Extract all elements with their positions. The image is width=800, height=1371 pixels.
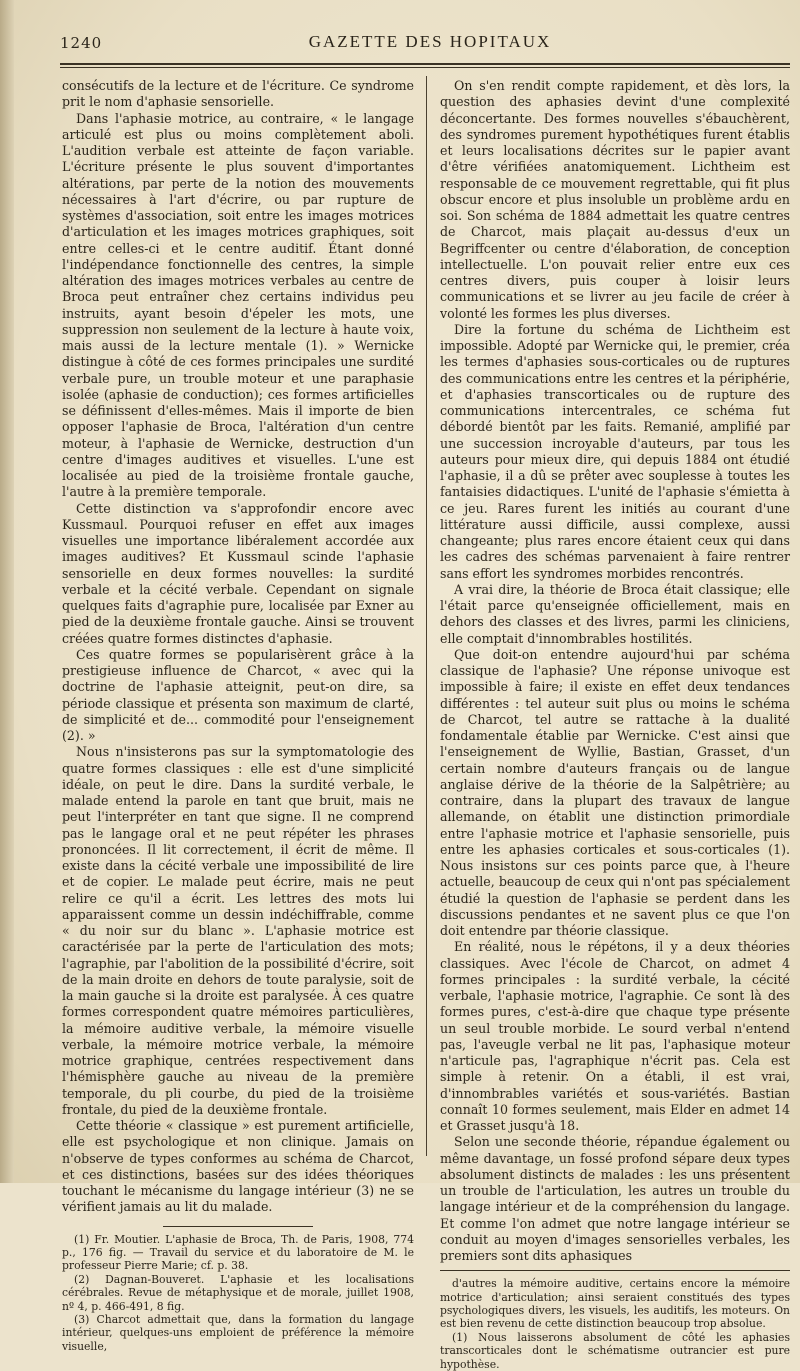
paragraph: En réalité, nous le répétons, il y a deux théories classiques. Avec l'école de Charcot, on admet 4 formes principales : la surdité verbale, la cécité verbale, l'aphasie motrice, l'agraphie. Ce sont là des formes pures, c'est-à-dire que chaque type présente un seul trouble morbide. Le sourd verbal n'entend pas, l'aveugle verbal ne lit pas, l'aphasique moteur n'articule pas, l'agraphique n'écrit pas. Cela est simple à retenir. On a établi, il est vrai, d'innombrables variétés et sous-variétés. Bastian connaît 10 formes seulement, mais Elder en admet 14 et Grasset jusqu'à 18. [440, 939, 790, 1133]
footnote-rule [440, 1270, 790, 1271]
footnote: d'autres la mémoire auditive, certains encore la mémoire motrice d'articulation; ainsi seraient constitués des types psychologiques divers, les visuels, les auditifs, les moteurs. On est bien revenu de cette distinction beaucoup trop absolue. [440, 1277, 790, 1331]
footnote-rule [163, 1226, 313, 1227]
footnote: (3) Charcot admettait que, dans la formation du langage intérieur, quelques-uns emploient de préférence la mémoire visuelle, [62, 1312, 414, 1353]
paragraph: Dire la fortune du schéma de Lichtheim est impossible. Adopté par Wernicke qui, le premier, créa les termes d'aphasies sous-corticales ou de ruptures des communications entre les centres et la périphérie, et d'aphasies transcorticales ou de rupture des communications intercentrales, ce schéma fut débordé bientôt par les faits. Remanié, amplifié par une succession incroyable d'auteurs, par tous les auteurs pour mieux dire, qui depuis 1884 ont étudié l'aphasie, il a dû se prêter avec souplesse à toutes les fantaisies didactiques. L'unité de l'aphasie s'émietta à ce jeu. Rares furent les initiés au courant d'une littérature aussi difficile, aussi complexe, aussi changeante; plus rares encore étaient ceux qui dans les cadres des schémas parvenaient à faire rentrer sans effort les syndromes morbides rencontrés. [440, 321, 790, 581]
page-header [60, 32, 790, 58]
footnotes-right [440, 1277, 790, 1371]
right-column [440, 78, 790, 1371]
paragraph: Cette distinction va s'approfondir encore avec Kussmaul. Pourquoi refuser en effet aux images visuelles une importance libéralement accordée aux images auditives? Et Kussmaul scinde l'aphasie sensorielle en deux formes nouvelles: la surdité verbale et la cécité verbale. Cependant on signale quelques faits d'agraphie pure, localisée par Exner au pied de la deuxième frontale gauche. Ainsi se trouvent créées quatre formes distinctes d'aphasie. [62, 500, 414, 646]
column-divider [426, 76, 427, 1156]
journal-title: GAZETTE DES HOPITAUX [308, 32, 552, 51]
paragraph: A vrai dire, la théorie de Broca était classique; elle l'était parce qu'enseignée officiellement, mais en dehors des classes et des livres, parmi les cliniciens, elle comptait d'innombrables hostilités. [440, 581, 790, 646]
paragraph: On s'en rendit compte rapidement, et dès lors, la question des aphasies devint d'une complexité déconcertante. Des formes nouvelles s'ébauchèrent, des syndromes purement hypothétiques furent établis et leurs localisations décrites sur le papier avant d'être vérifiées anatomiquement. Lichtheim est responsable de ce mouvement regrettable, qui fit plus obscur encore et plus insoluble un problème ardu en soi. Son schéma de 1884 admettait les quatre centres de Charcot, mais plaçait au-dessus d'eux un Begriffcenter ou centre d'élaboration, de conception intellectuelle. L'on pouvait relier entre eux ces centres divers, puis couper à loisir leurs communications et se livrer au jeu facile de créer à volonté les formes les plus diverses. [440, 78, 790, 321]
paragraph: consécutifs de la lecture et de l'écriture. Ce syndrome prit le nom d'aphasie sensorielle. [62, 78, 414, 110]
left-column [62, 78, 414, 1353]
header-rule-thick [60, 63, 790, 65]
paragraph: Cette théorie « classique » est purement artificielle, elle est psychologique et non clinique. Jamais on n'observe de types conformes au schéma de Charcot, et ces distinctions, basées sur des idées théoriques touchant le mécanisme du langage intérieur (3) ne se vérifient jamais au lit du malade. [62, 1118, 414, 1215]
paragraph: Ces quatre formes se popularisèrent grâce à la prestigieuse influence de Charcot, « avec qui la doctrine de l'aphasie atteignit, peut-on dire, sa période classique et présenta son maximum de clarté, de simplicité et de... commodité pour l'enseignement (2). » [62, 646, 414, 743]
footnote: (1) Fr. Moutier. L'aphasie de Broca, Th. de Paris, 1908, 774 p., 176 fig. — Travail du service et du laboratoire de M. le professeur Pierre Marie; cf. p. 38. [62, 1232, 414, 1273]
paragraph: Dans l'aphasie motrice, au contraire, « le langage articulé est plus ou moins complètement aboli. L'audition verbale est atteinte de façon variable. L'écriture présente le plus souvent d'importantes altérations, par perte de la notion des mouvements nécessaires à l'art d'écrire, ou par rupture de systèmes d'association, soit entre les images motrices d'articulation et les images motrices graphiques, soit entre celles-ci et le centre auditif. Étant donné l'indépendance fonctionnelle des centres, la simple altération des images motrices verbales au centre de Broca peut entraîner chez certains individus peu instruits, ayant besoin d'épeler les mots, une suppression non seulement de la lecture à haute voix, mais aussi de la lecture mentale (1). » Wernicke distingue à côté de ces formes principales une surdité verbale pure, un trouble moteur et une paraphasie isolée (aphasie de conduction); ces formes artificielles se définissent d'elles-mêmes. Mais il importe de bien opposer l'aphasie de Broca, l'altération d'un centre moteur, à l'aphasie de Wernicke, destruction d'un centre d'images auditives et visuelles. L'une est localisée au pied de la troisième frontale gauche, l'autre à la première temporale. [62, 110, 414, 500]
footnote: (2) Dagnan-Bouveret. L'aphasie et les localisations cérébrales. Revue de métaphysique et de morale, juillet 1908, nº 4, p. 466-491, 8 fig. [62, 1272, 414, 1313]
footnote: (1) Nous laisserons absolument de côté les aphasies transcorticales dont le schématisme outrancier est pure hypothèse. [440, 1330, 790, 1371]
header-rule-thin [60, 67, 790, 68]
paragraph: Selon une seconde théorie, répandue également ou même davantage, un fossé profond sépare deux types absolument distincts de malades : les uns présentent un trouble de l'articulation, les autres un trouble du langage intérieur et de la compréhension du langage. Et comme l'on admet que notre langage intérieur se conduit au moyen d'images sensorielles verbales, les premiers sont dits aphasiques [440, 1134, 790, 1263]
page-edge-shadow [0, 0, 14, 1183]
page-number: 1240 [60, 34, 103, 52]
paragraph: Que doit-on entendre aujourd'hui par schéma classique de l'aphasie? Une réponse univoque est impossible à faire; il existe en effet deux tendances différentes : tel auteur suit plus ou moins le schéma de Charcot, tel autre se rattache à la dualité fondamentale établie par Wernicke. C'est ainsi que l'enseignement de Wyllie, Bastian, Grasset, d'un certain nombre d'auteurs français ou de langue anglaise dérive de la théorie de la Salpêtrière; au contraire, dans la plupart des travaux de langue allemande, on établit une distinction primordiale entre l'aphasie motrice et l'aphasie sensorielle, puis entre les aphasies corticales et sous-corticales (1). Nous insistons sur ces points parce que, à l'heure actuelle, beaucoup de ceux qui n'ont pas spécialement étudié la question de l'aphasie se perdent dans les discussions pendantes et ne savent plus ce que l'on doit entendre par théorie classique. [440, 646, 790, 938]
footnotes-left [62, 1233, 414, 1354]
paragraph: Nous n'insisterons pas sur la symptomatologie des quatre formes classiques : elle est d'une simplicité idéale, on peut le dire. Dans la surdité verbale, le malade entend la parole en tant que bruit, mais ne peut l'interpréter en tant que signe. Il ne comprend pas le langage oral et ne peut répéter les phrases prononcées. Il lit correctement, il écrit de même. Il existe dans la cécité verbale une impossibilité de lire et de copier. Le malade peut écrire, mais ne peut relire ce qu'il a écrit. Les lettres des mots lui apparaissent comme un dessin indéchiffrable, comme « du noir sur du blanc ». L'aphasie motrice est caractérisée par la perte de l'articulation des mots; l'agraphie, par l'abolition de la possibilité d'écrire, soit de la main droite en dehors de toute paralysie, soit de la main gauche si la droite est paralysée. À ces quatre formes correspondent quatre mémoires particulières, la mémoire auditive verbale, la mémoire visuelle verbale, la mémoire motrice verbale, la mémoire motrice graphique, centrées respectivement dans l'hémisphère gauche au niveau de la première temporale, du pli courbe, du pied de la troisième frontale, du pied de la deuxième frontale. [62, 744, 414, 1117]
